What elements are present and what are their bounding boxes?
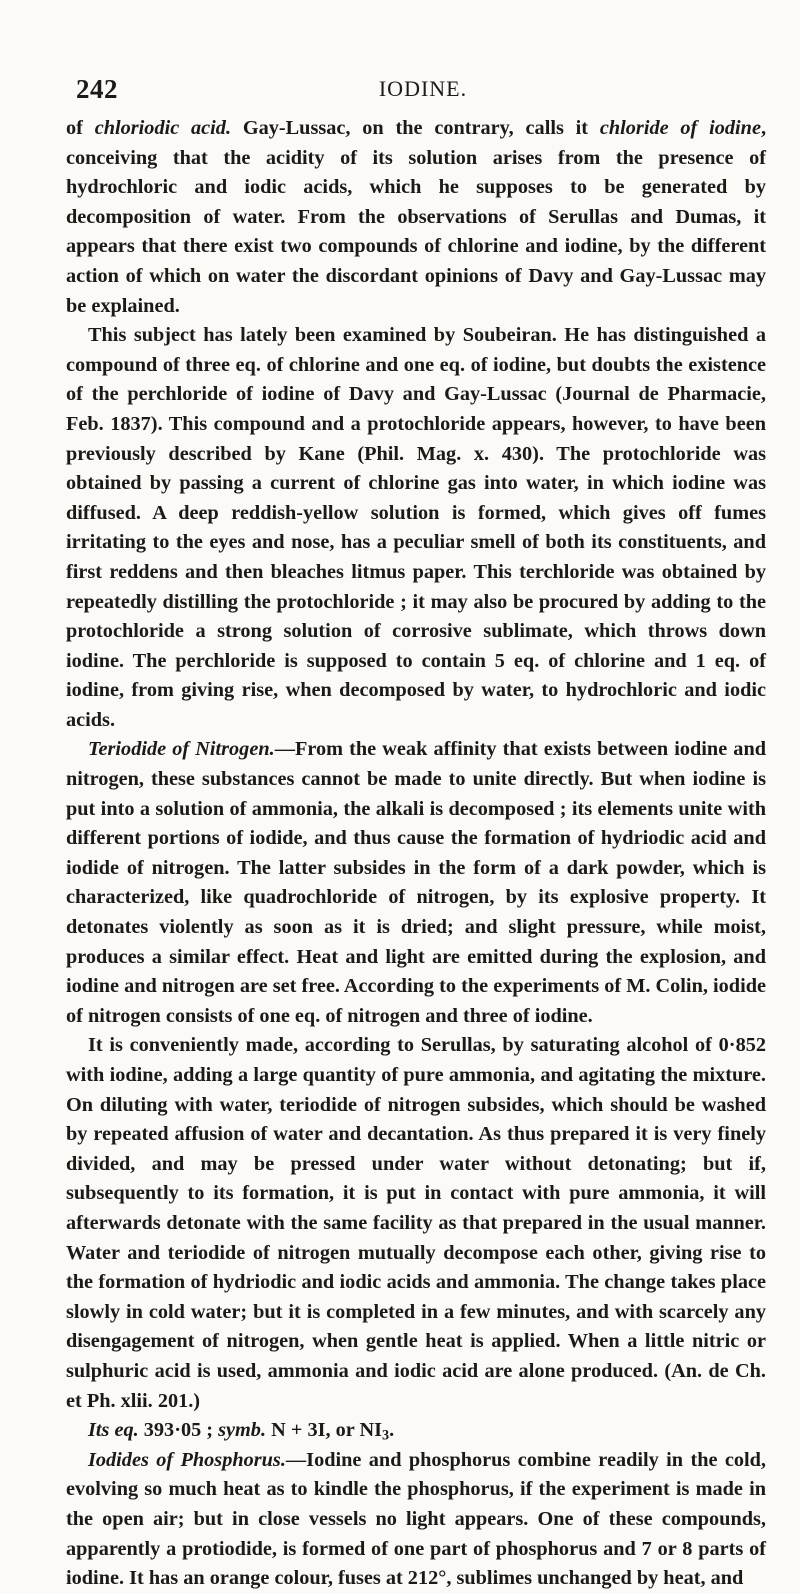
text-run: . bbox=[389, 1419, 395, 1442]
italic-text: Teriodide of Nitrogen. bbox=[88, 738, 275, 761]
text-run: —Iodine and phosphorus combine readily in the cold, evolving so much heat as to kindle the phosphorus, if the experiment is made in the open air; but in close vessels no light appears. One of these compounds, apparently a protiodide, is formed of one part of phosphorus and 7 or 8 parts of iodine. It has an orange colour, fuses at 212°, sublimes unchanged by heat, and bbox=[66, 1448, 766, 1590]
text-run: This subject has lately been examined by Soubeiran. He has distinguished a compound of three eq. of chlorine and one eq. of iodine, but doubts the existence of the perchloride of iodine of Davy and Gay-Lussac (Journal de Pharmacie, Feb. 1837). This compound and a protochloride appears, however, to have been previously described by Kane (Phil. Mag. x. 430). The protochloride was obtained by passing a current of chlorine gas into water, in which iodine was diffused. A deep reddish-yellow solution is formed, which gives off fumes irritating to the eyes and nose, has a peculiar smell of both its constituents, and first reddens and then bleaches litmus paper. This terchloride was obtained by repeatedly distilling the protochloride ; it may also be procured by adding to the protochloride a strong solution of corrosive sublimate, which throws down iodine. The perchloride is supposed to contain 5 eq. of chlorine and 1 eq. of iodine, from giving rise, when decomposed by water, to hydrochloric and iodic acids. bbox=[66, 324, 766, 731]
text-run: Gay-Lussac, on the contrary, calls it bbox=[231, 117, 600, 139]
text-run: 393·05 ; bbox=[138, 1419, 219, 1442]
page-header bbox=[76, 74, 770, 104]
running-title: IODINE. bbox=[378, 76, 468, 101]
page-number: 242 bbox=[76, 74, 118, 104]
paragraph bbox=[66, 1031, 766, 1416]
paragraph bbox=[66, 1416, 766, 1446]
subscript: 3 bbox=[382, 1427, 390, 1444]
italic-text: Iodides of Phosphorus. bbox=[88, 1448, 286, 1471]
italic-text: chloride of iodine bbox=[599, 117, 761, 139]
text-run: It is conveniently made, according to Serullas, by saturating alcohol of 0·852 with iodine, adding a large quantity of pure ammonia, and agitating the mixture. On diluting with water, teriodide of nitrogen subsides, which should be washed by repeated affusion of water and decantation. As thus prepared it is very finely divided, and may be pressed under water without detonating; but if, subsequently to its formation, it is put in contact with pure ammonia, it will afterwards detonate with the same facility as that prepared in the usual manner. Water and teriodide of nitrogen mutually decompose each other, giving rise to the formation of hydriodic and iodic acids and ammonia. The change takes place slowly in cold water; but it is completed in a few minutes, and with scarcely any disengagement of nitrogen, when gentle heat is applied. When a little nitric or sulphuric acid is used, ammonia and iodic acid are alone produced. (An. de Ch. et Ph. xlii. 201.) bbox=[66, 1034, 766, 1412]
text-run: , conceiving that the acidity of its solution arises from the presence of hydrochloric and iodic acids, which he supposes to be generated by decomposition of water. From the observations of Serullas and Dumas, it appears that there exist two compounds of chlorine and iodine, by the different action of which on water the discordant opinions of Davy and Gay-Lussac may be explained. bbox=[66, 117, 767, 317]
italic-text: Its eq. bbox=[88, 1419, 139, 1442]
paragraph bbox=[66, 735, 766, 1031]
italic-text: chloriodic acid. bbox=[94, 117, 232, 139]
text-run: N + 3I, or NI bbox=[266, 1419, 383, 1442]
text-run: of bbox=[66, 117, 95, 139]
paragraph bbox=[66, 321, 766, 735]
paragraph bbox=[66, 1446, 766, 1594]
text-run: —From the weak affinity that exists between iodine and nitrogen, these substances cannot be made to unite directly. But when iodine is put into a solution of ammonia, the alkali is decomposed ; its elements unite with different portions of iodide, and thus cause the formation of hydriodic acid and iodide of nitrogen. The latter subsides in the form of a dark powder, which is characterized, like quadrochloride of nitrogen, by its explosive property. It detonates violently as soon as it is dried; and slight pressure, while moist, produces a similar effect. Heat and light are emitted during the explosion, and iodine and nitrogen are set free. According to the experiments of M. Colin, iodide of nitrogen consists of one eq. of nitrogen and three of iodine. bbox=[66, 738, 767, 1027]
body-text bbox=[66, 114, 766, 1594]
paragraph bbox=[66, 114, 766, 321]
italic-text: symb. bbox=[218, 1419, 267, 1442]
